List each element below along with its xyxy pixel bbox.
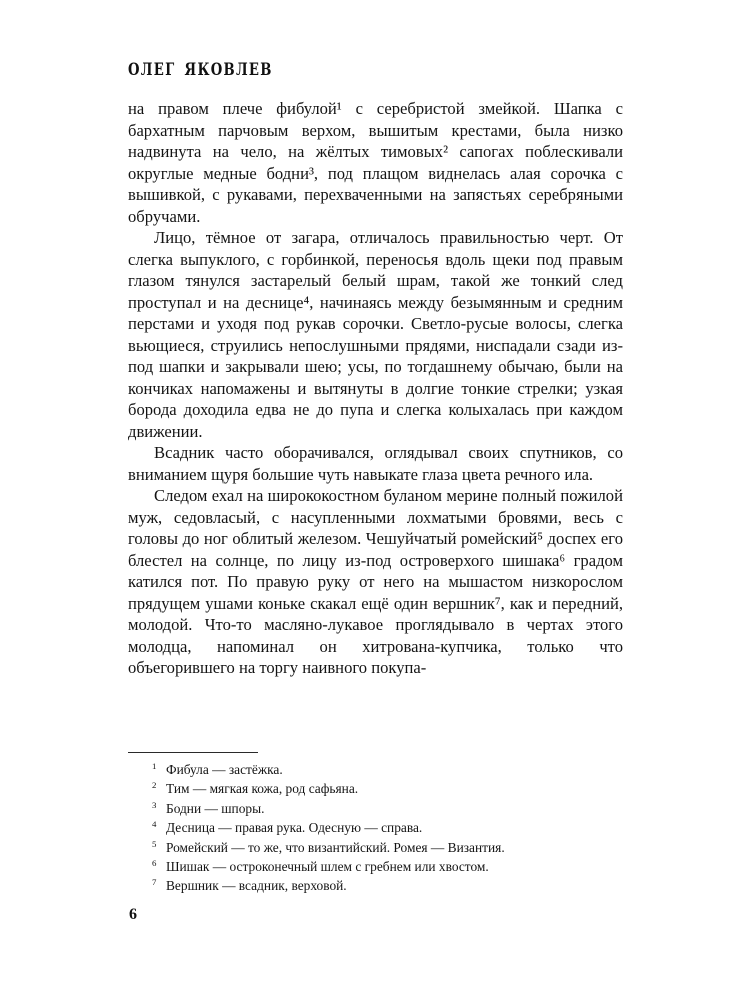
footnote-text: Ромейский — то же, что византийский. Ромея — Византия. bbox=[166, 839, 505, 855]
footnote-text: Десница — правая рука. Одесную — справа. bbox=[166, 820, 423, 836]
footnote-marker: 3 bbox=[152, 799, 157, 810]
footnote-item bbox=[128, 857, 623, 876]
footnote-marker: 4 bbox=[152, 819, 157, 830]
paragraph: на правом плече фибулой¹ с серебристой змейкой. Шапка с бархатным парчовым верхом, вышитым крестами, была низко надвинута на чело, на жёлтых тимовых² сапогах поблескивали округлые медные бодни³, под плащом виднелась алая сорочка с вышивкой, с рукавами, перехваченными на запястьях серебряными обручами. bbox=[128, 99, 623, 226]
footnote-item bbox=[128, 818, 623, 837]
footnote-text: Вершник — всадник, верховой. bbox=[166, 878, 347, 894]
paragraph: Следом ехал на ширококостном буланом мерине полный пожилой муж, седовласый, с насупленными лохматыми бровями, весь с головы до ног облитый железом. Чешуйчатый ромейский⁵ доспех его блестел на солнце, по лицу из-под островерхого шишака⁶ градом катился пот. По правую руку от него на мышастом низкорослом прядущем ушами коньке скакал ещё один вершник⁷, как и передний, молодой. Что-то масляно-лукавое проглядывало в чертах этого молодца, напоминал он хитрована-купчика, только что объегорившего на торгу наивного покупа- bbox=[128, 486, 623, 677]
footnote-item bbox=[128, 760, 623, 779]
footnote-marker: 7 bbox=[152, 877, 157, 888]
footnote-text: Бодни — шпоры. bbox=[166, 800, 265, 816]
footnote-text: Фибула — застёжка. bbox=[166, 762, 283, 777]
body-text-block bbox=[128, 98, 623, 679]
footnote-marker: 5 bbox=[152, 838, 157, 849]
footnote-text: Тим — мягкая кожа, род сафьяна. bbox=[166, 781, 359, 797]
page-number: 6 bbox=[129, 906, 137, 923]
footnote-marker: 6 bbox=[152, 857, 157, 868]
footnote-section bbox=[128, 752, 623, 896]
footnote-separator-rule bbox=[128, 752, 258, 753]
paragraph: Лицо, тёмное от загара, отличалось правильностью черт. От слегка выпуклого, с горбинкой, переносья вдоль щеки под правым глазом тянулся застарелый белый шрам, такой же тонкий след проступал и на деснице⁴, начинаясь между безымянным и средним перстами и уходя под рукав сорочки. Светло-русые волосы, слегка вьющиеся, струились непослушными прядями, ниспадали сзади из-под шапки и закрывали шею; усы, по тогдашнему обычаю, были на кончиках напомажены и вытянуты в долгие тонкие стрелки; узкая борода доходила едва не до пупа и слегка колыхалась при каждом движении. bbox=[128, 228, 623, 441]
footnote-item bbox=[128, 876, 623, 895]
footnote-item bbox=[128, 838, 623, 857]
footnote-list bbox=[128, 760, 623, 896]
footnote-item bbox=[128, 779, 623, 798]
footnote-text: Шишак — остроконечный шлем с гребнем или хвостом. bbox=[166, 859, 489, 875]
paragraph: Всадник часто оборачивался, оглядывал своих спутников, со вниманием щуря большие чуть навыкате глаза цвета речного ила. bbox=[128, 443, 623, 484]
footnote-marker: 2 bbox=[152, 780, 157, 791]
footnote-marker: 1 bbox=[152, 760, 157, 771]
running-head: ОЛЕГ ЯКОВЛЕВ bbox=[128, 60, 273, 79]
footnote-item bbox=[128, 799, 623, 818]
